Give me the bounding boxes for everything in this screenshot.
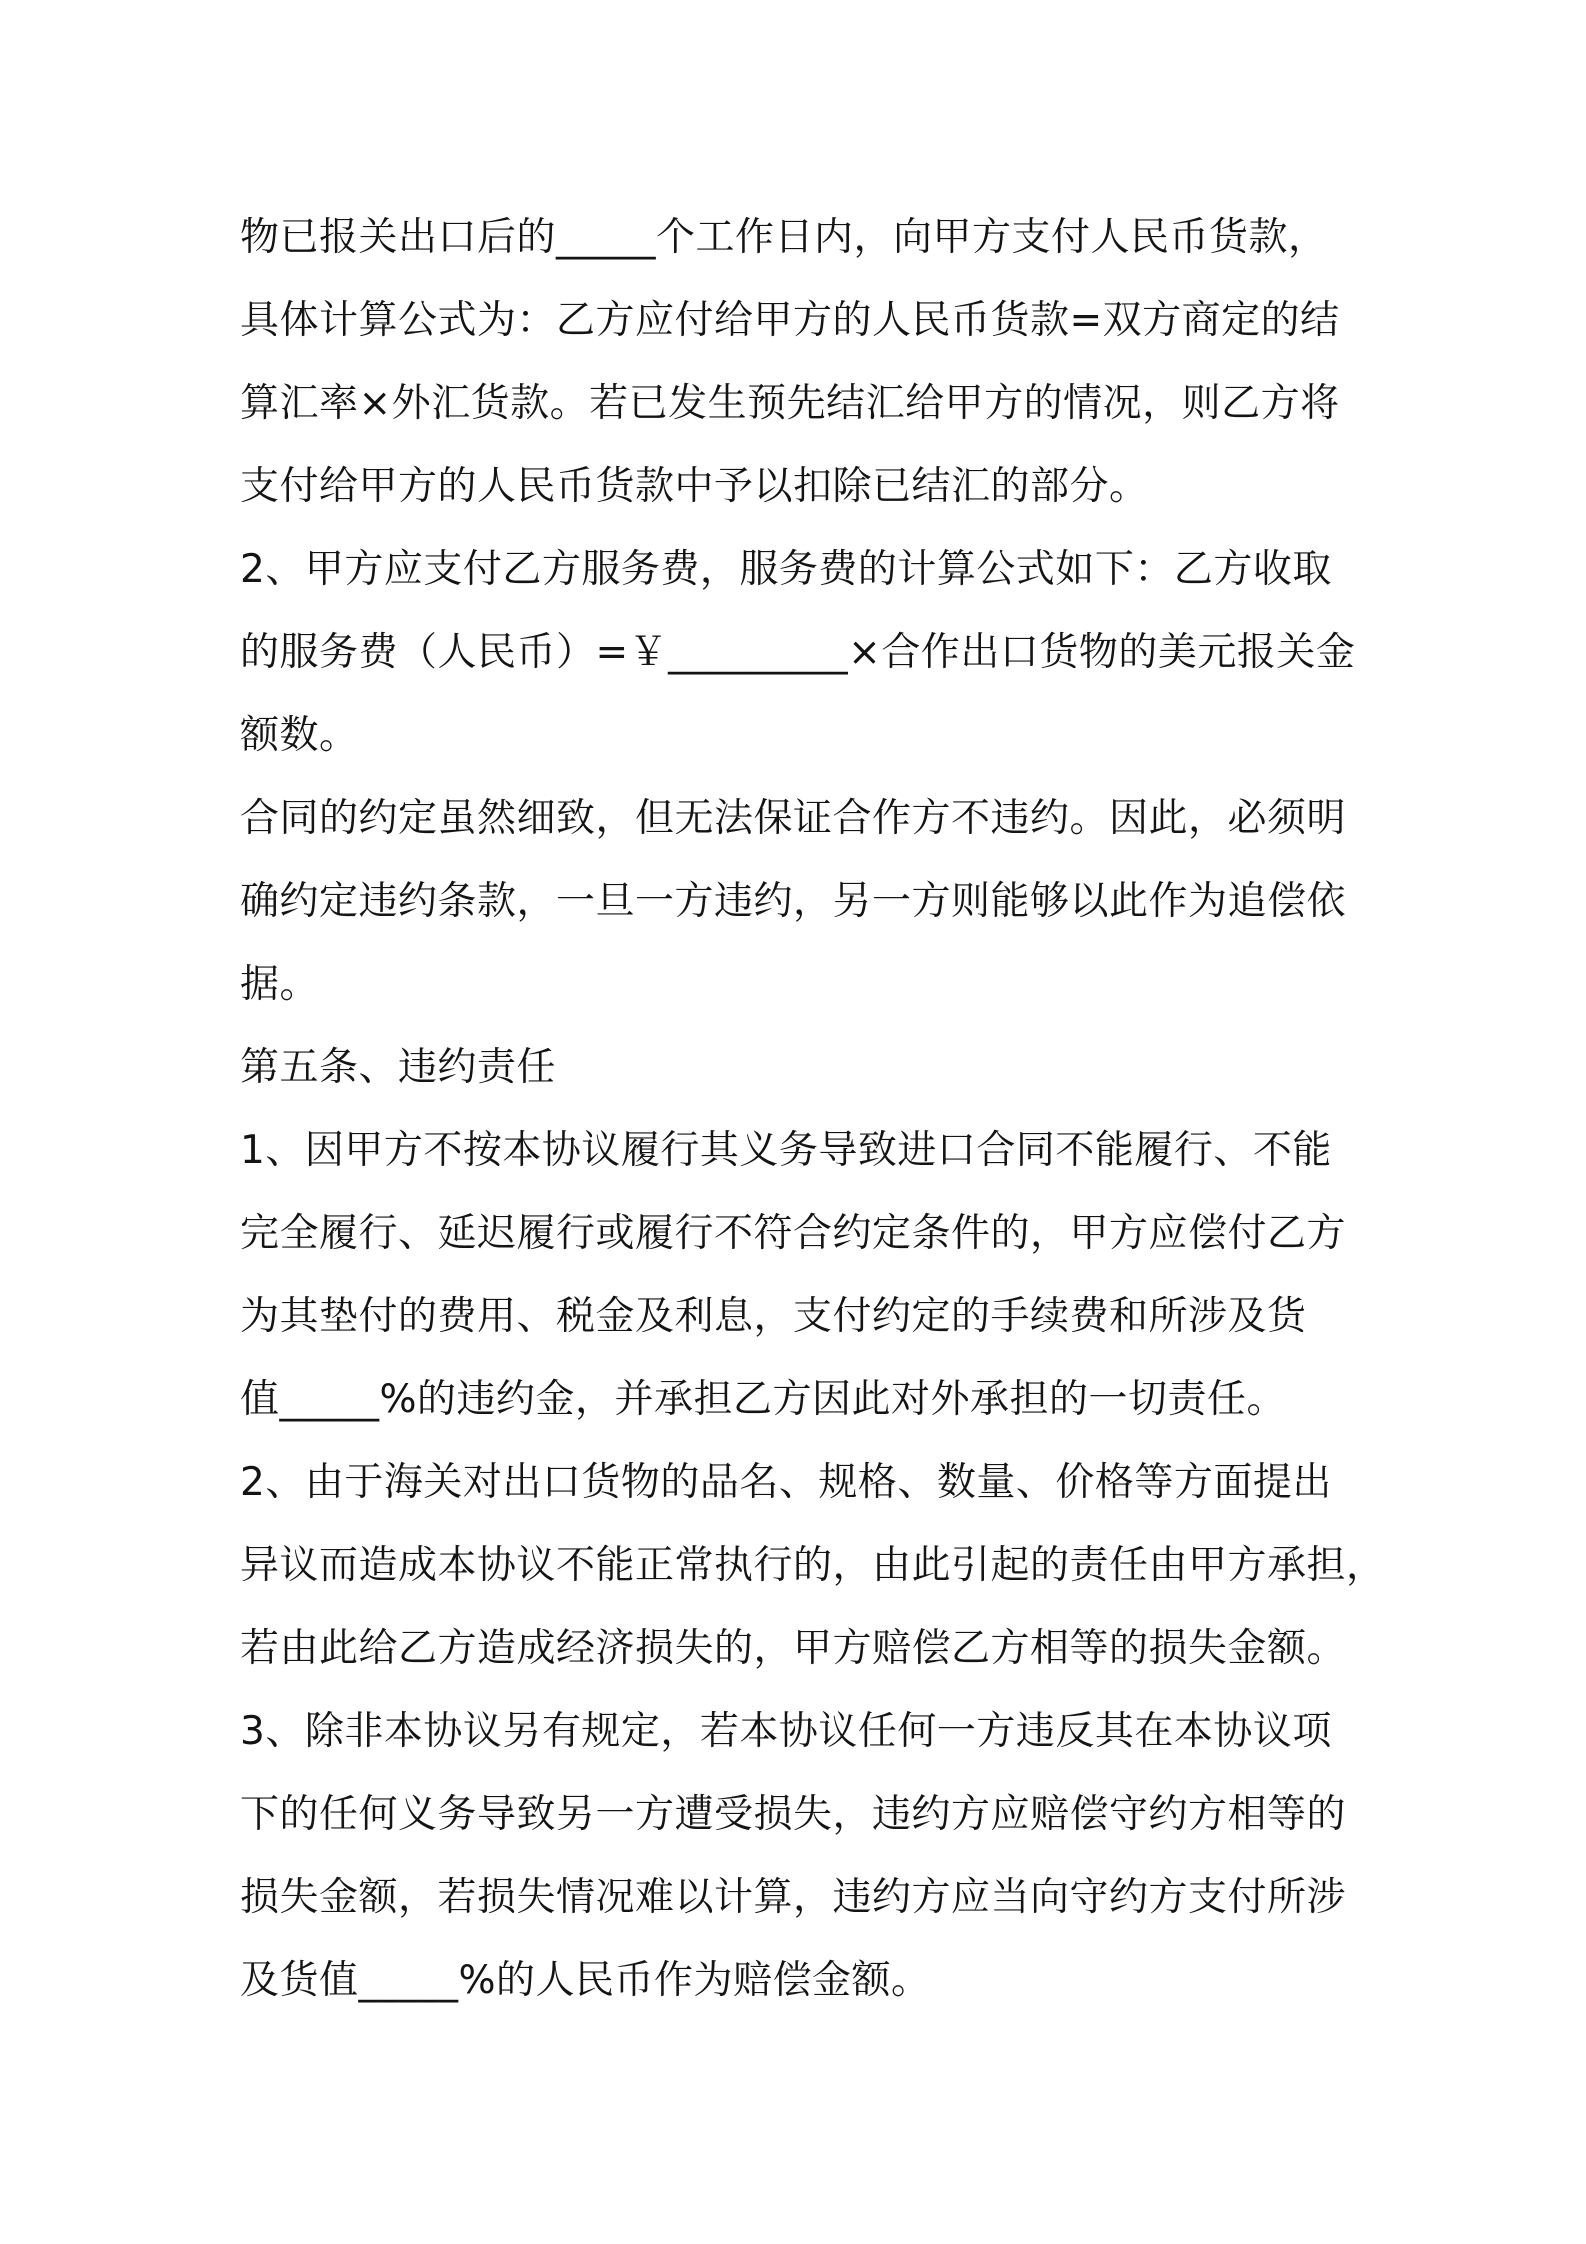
- text-line: 2、甲方应支付乙方服务费，服务费的计算公式如下：乙方收取: [240, 547, 1332, 592]
- text-line: 完全履行、延迟履行或履行不符合约定条件的，甲方应偿付乙方: [240, 1211, 1347, 1256]
- text-line: 值_____%的违约金，并承担乙方因此对外承担的一切责任。: [240, 1377, 1287, 1422]
- text-line: 确约定违约条款，一旦一方违约，另一方则能够以此作为追偿依: [240, 879, 1347, 924]
- text-line: 异议而造成本协议不能正常执行的，由此引起的责任由甲方承担，: [240, 1543, 1386, 1588]
- text-line: 损失金额，若损失情况难以计算，违约方应当向守约方支付所涉: [240, 1875, 1347, 1920]
- text-line: 若由此给乙方造成经济损失的，甲方赔偿乙方相等的损失金额。: [240, 1626, 1347, 1671]
- text-line: 合同的约定虽然细致，但无法保证合作方不违约。因此，必须明: [240, 796, 1347, 841]
- text-line: 物已报关出口后的_____个工作日内，向甲方支付人民币货款，: [240, 215, 1328, 260]
- text-line: 2、由于海关对出口货物的品名、规格、数量、价格等方面提出: [240, 1460, 1332, 1505]
- text-line: 算汇率×外汇货款。若已发生预先结汇给甲方的情况，则乙方将: [240, 381, 1340, 426]
- text-line: 具体计算公式为：乙方应付给甲方的人民币货款=双方商定的结: [240, 298, 1340, 343]
- document-body: [240, 196, 1386, 2022]
- text-line: 为其垫付的费用、税金及利息，支付约定的手续费和所涉及货: [240, 1294, 1307, 1339]
- text-line: 额数。: [240, 713, 359, 758]
- text-line: 3、除非本协议另有规定，若本协议任何一方违反其在本协议项: [240, 1709, 1332, 1754]
- text-line: 下的任何义务导致另一方遭受损失，违约方应赔偿守约方相等的: [240, 1792, 1347, 1837]
- text-line: 及货值_____%的人民币作为赔偿金额。: [240, 1958, 931, 2003]
- text-line: 支付给甲方的人民币货款中予以扣除已结汇的部分。: [240, 464, 1149, 509]
- section-heading: 第五条、违约责任: [240, 1045, 557, 1090]
- text-line: 1、因甲方不按本协议履行其义务导致进口合同不能履行、不能: [240, 1128, 1332, 1173]
- text-line: 的服务费（人民币）=￥_________×合作出口货物的美元报关金: [240, 630, 1356, 675]
- text-line: 据。: [240, 962, 320, 1007]
